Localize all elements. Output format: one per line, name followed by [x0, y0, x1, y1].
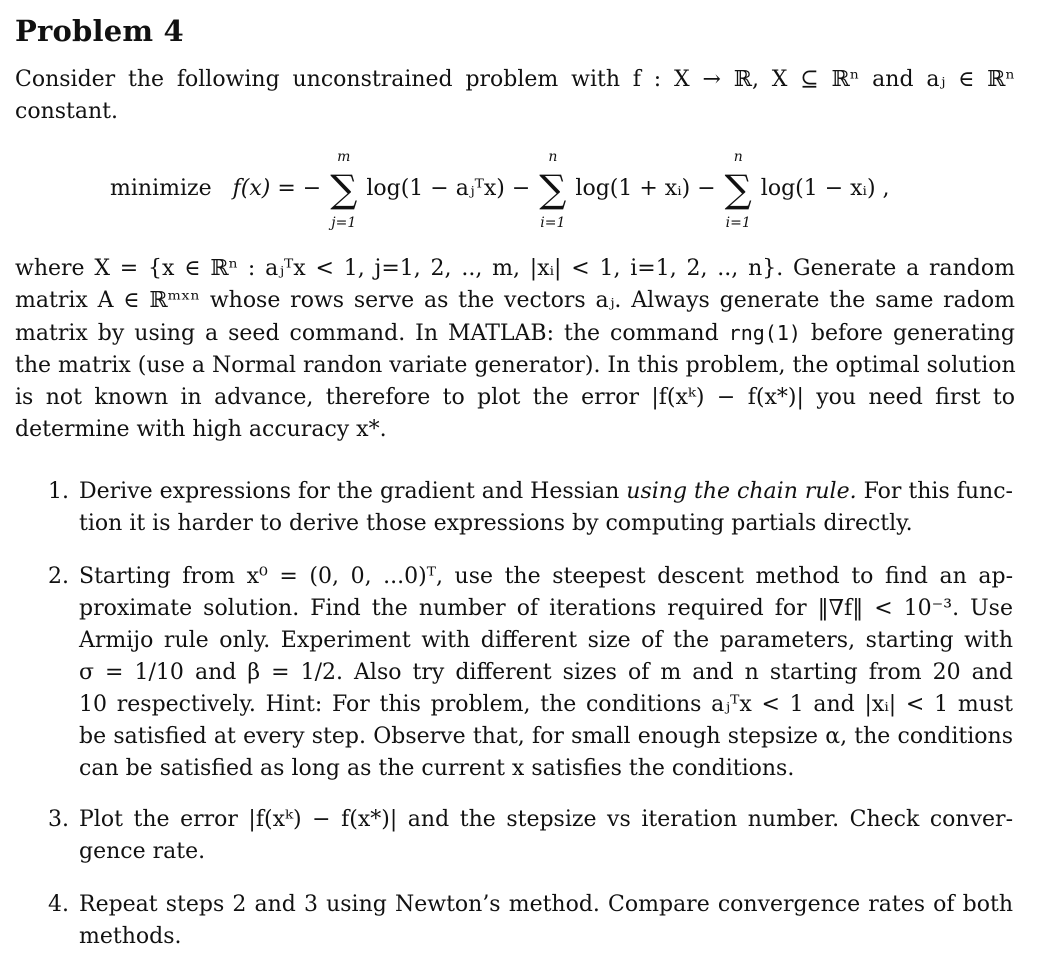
item-number: 1.	[48, 479, 69, 504]
item-1-line-1	[79, 476, 1013, 508]
sum-1-lower: j=1	[331, 215, 357, 231]
objective-term-2: log(1 + xᵢ) −	[575, 176, 716, 201]
objective-term-3: log(1 − xᵢ) ,	[760, 176, 890, 201]
item-body	[79, 804, 1013, 868]
item-2-line-7: can be satisfied as long as the current x satisfies the conditions.	[79, 756, 795, 781]
sum-symbol-2: n ∑ i=1	[539, 149, 567, 231]
intro-line-1: Consider the following unconstrained problem with f : X → ℝ, X ⊆ ℝⁿ and aⱼ ∈ ℝⁿ	[15, 67, 1015, 92]
description-line-5: is not known in advance, therefore to plot the error |f(xᵏ) − f(x*)| you need first to	[15, 385, 1015, 410]
description-line-2: matrix A ∈ ℝᵐˣⁿ whose rows serve as the vectors aⱼ. Always generate the same radom	[15, 288, 1015, 313]
description-line-1: where X = {x ∈ ℝⁿ : aⱼᵀx < 1, j=1, 2, .., m, |xᵢ| < 1, i=1, 2, .., n}. Generate a random	[15, 256, 1015, 281]
sum-2-lower: i=1	[540, 215, 566, 231]
sum-symbol-1: m ∑ j=1	[330, 149, 358, 231]
item-number: 4.	[48, 892, 69, 917]
item-2-line-6: be satisfied at every step. Observe that, for small enough stepsize α, the conditions	[79, 724, 1013, 749]
sum-symbol-3: n ∑ i=1	[724, 149, 752, 231]
item-2-line-3: Armijo rule only. Experiment with different size of the parameters, starting with	[79, 628, 1013, 653]
problem-title: Problem 4	[15, 14, 184, 48]
item-2-line-1: Starting from x⁰ = (0, 0, ...0)ᵀ, use the steepest descent method to find an ap-	[79, 564, 1013, 589]
objective-equation	[110, 142, 990, 238]
description-line-3a: matrix by using a seed command. In MATLAB: the command	[15, 321, 719, 346]
intro-paragraph	[15, 64, 1015, 128]
item-4-line-1: Repeat steps 2 and 3 using Newton’s method. Compare convergence rates of both	[79, 892, 1013, 917]
item-body	[79, 889, 1013, 953]
sum-3-upper: n	[733, 149, 743, 165]
item-1-line-2: tion it is harder to derive those expressions by computing partials directly.	[79, 511, 913, 536]
sum-3-lower: i=1	[725, 215, 751, 231]
item-number: 3.	[48, 807, 69, 832]
objective-label: minimize	[110, 176, 212, 201]
objective-lhs: f(x) = −	[232, 176, 322, 201]
description-paragraph	[15, 253, 1015, 446]
sum-1-upper: m	[337, 149, 351, 165]
item-1-text-b: For this func-	[863, 479, 1013, 504]
intro-line-2: constant.	[15, 99, 118, 124]
item-body	[79, 561, 1013, 785]
description-line-6: determine with high accuracy x*.	[15, 417, 387, 442]
item-3-line-2: gence rate.	[79, 839, 206, 864]
item-1-emphasis: using the chain rule.	[626, 479, 857, 504]
item-1-text-a: Derive expressions for the gradient and Hessian	[79, 479, 620, 504]
sum-2-upper: n	[548, 149, 558, 165]
description-line-4: the matrix (use a Normal randon variate generator). In this problem, the optimal solution	[15, 353, 1016, 378]
item-3-line-1: Plot the error |f(xᵏ) − f(x*)| and the stepsize vs iteration number. Check conver-	[79, 807, 1013, 832]
item-2-line-2: proximate solution. Find the number of iterations required for ‖∇f‖ < 10⁻³. Use	[79, 596, 1013, 621]
item-2-line-5: 10 respectively. Hint: For this problem, the conditions aⱼᵀx < 1 and |xᵢ| < 1 must	[79, 692, 1013, 717]
objective-term-1: log(1 − aⱼᵀx) −	[366, 176, 531, 201]
matlab-command: rng(1)	[728, 321, 801, 345]
item-body	[79, 476, 1013, 540]
objective-row	[110, 149, 890, 231]
description-line-3	[15, 317, 1015, 350]
item-4-line-2: methods.	[79, 924, 182, 949]
item-number: 2.	[48, 564, 69, 589]
item-2-line-4: σ = 1/10 and β = 1/2. Also try different sizes of m and n starting from 20 and	[79, 660, 1013, 685]
description-line-3b: before generating	[810, 321, 1015, 346]
